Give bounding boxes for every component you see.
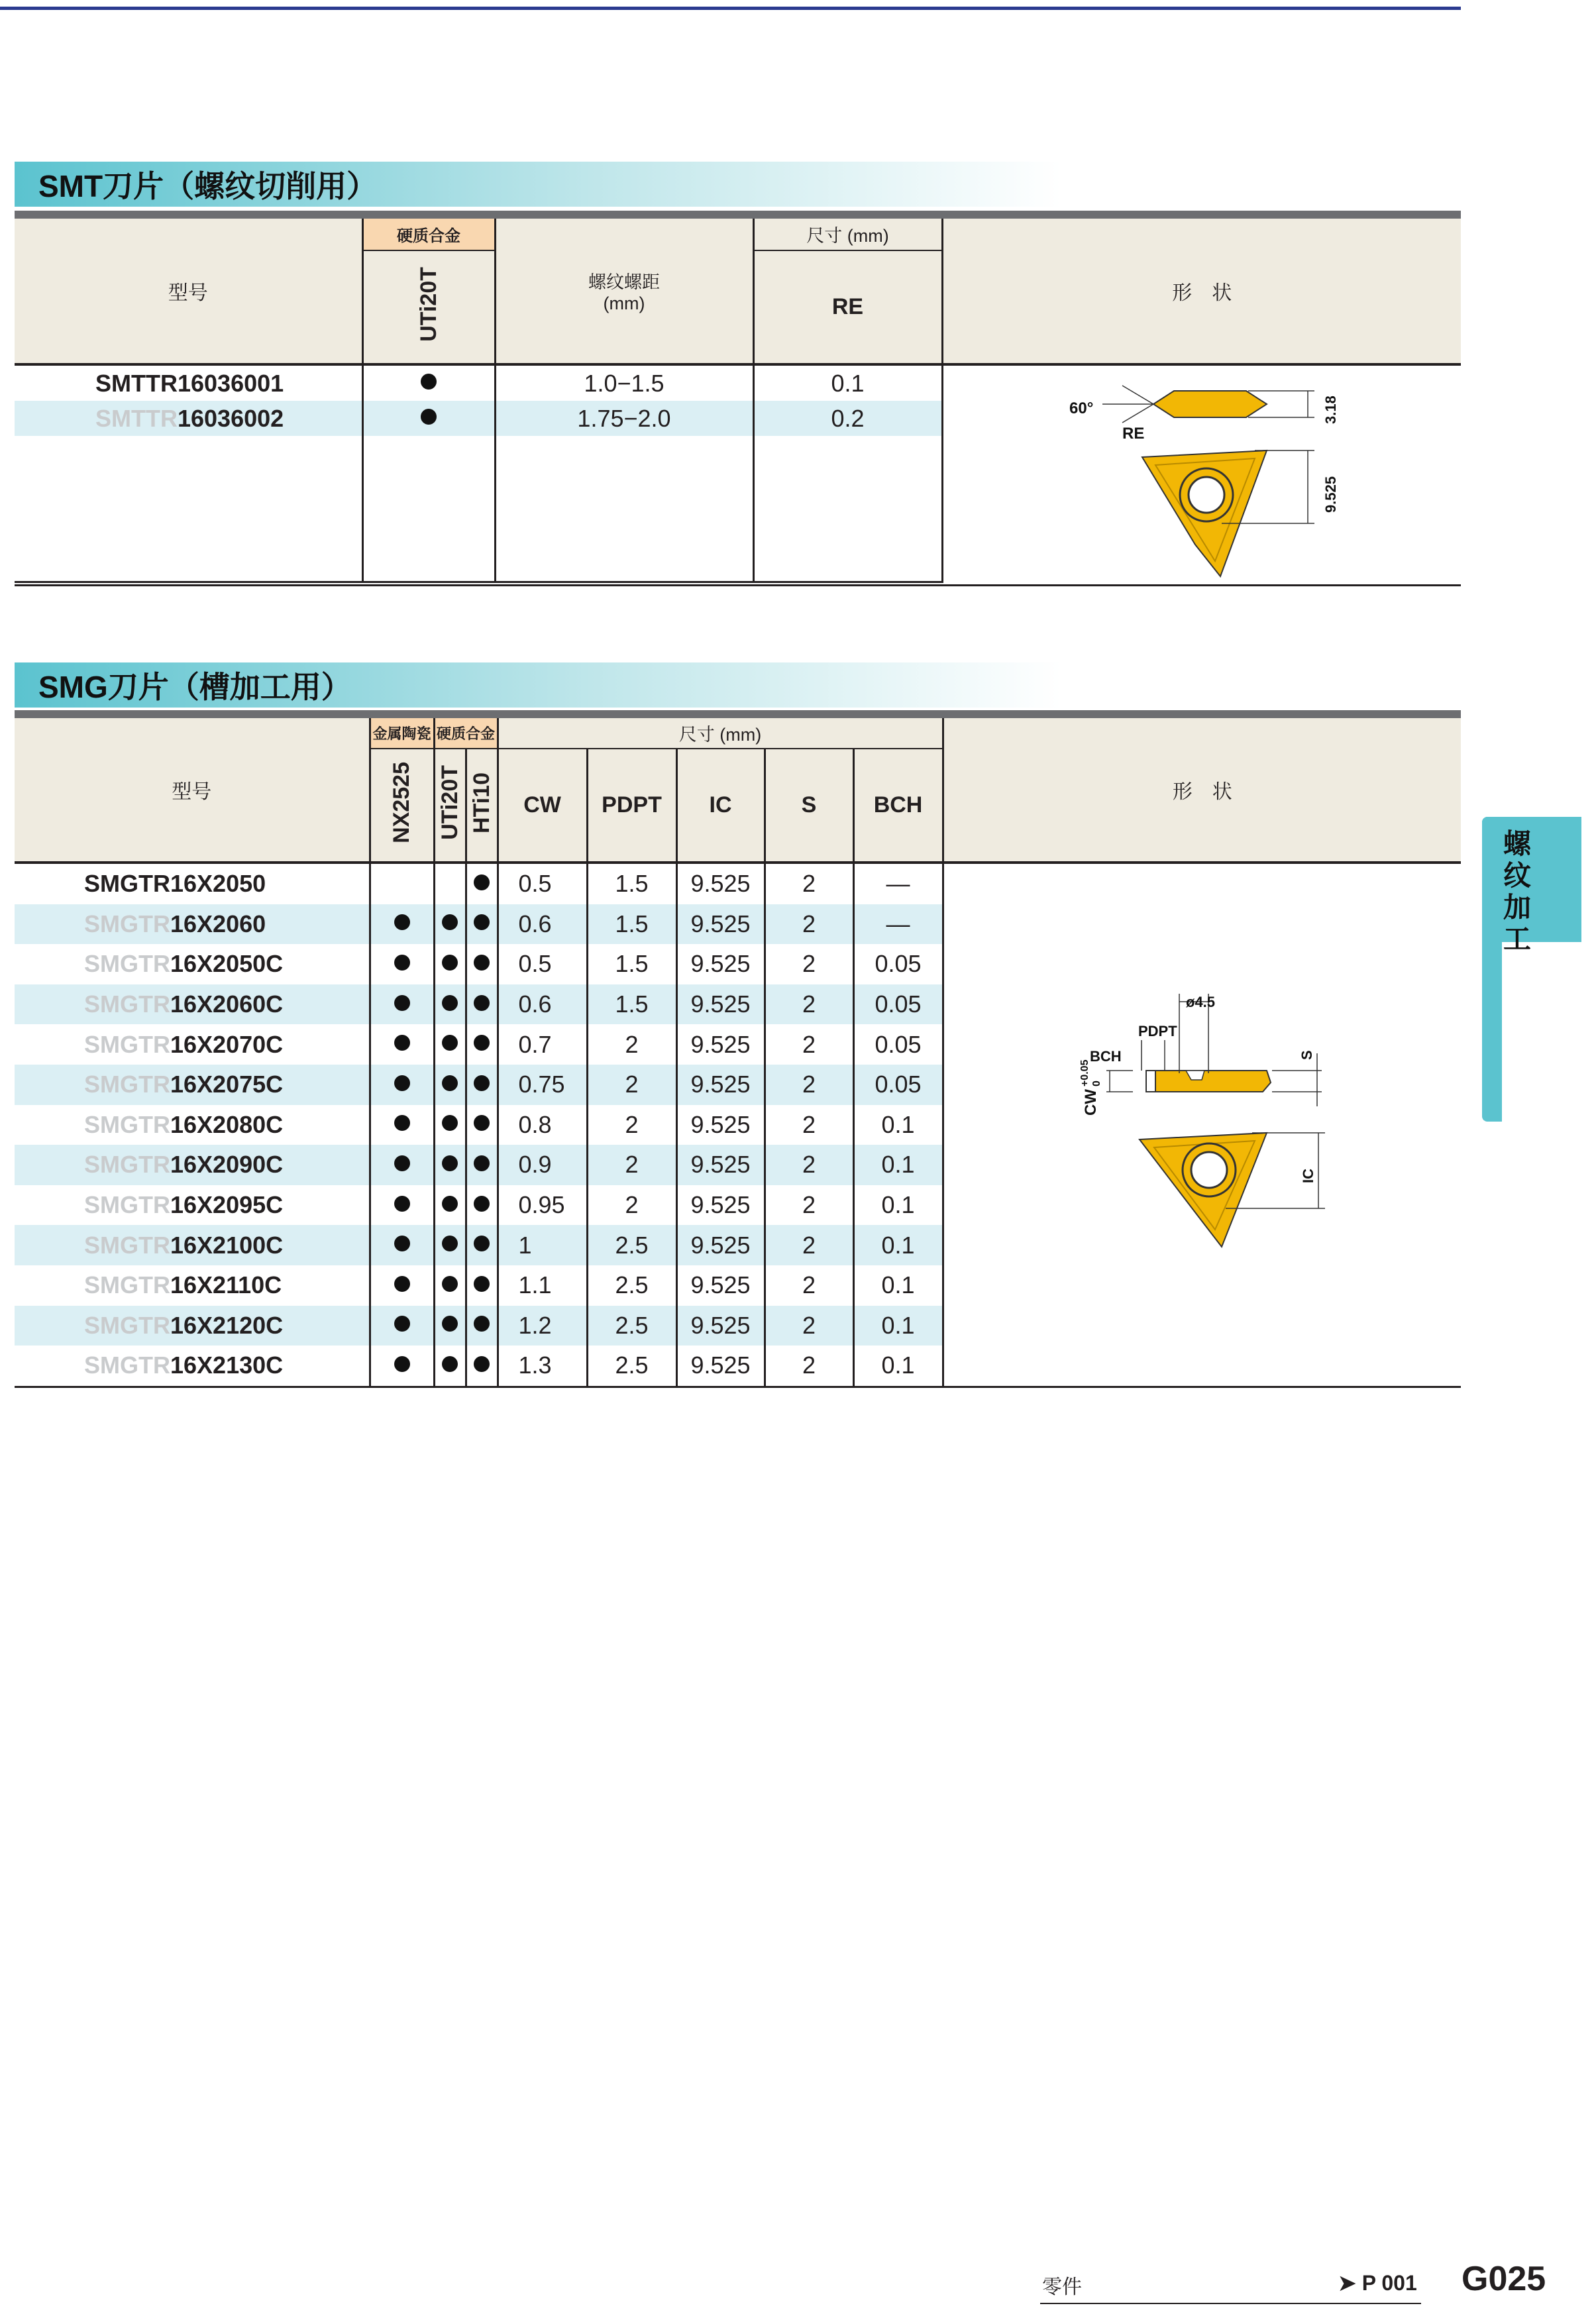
smg-cw: 0.95 [498,1185,587,1226]
smt-header-pitch-line1: 螺纹螺距 [588,272,660,292]
smg-ic: 9.525 [676,1185,765,1226]
smg-cw-tol-upper: +0.05 [1079,1059,1091,1086]
smg-header-cw: CW [498,749,587,861]
smg-ic: 9.525 [676,944,765,984]
smg-s: 2 [765,1105,853,1145]
smt-dim-ic: 9.525 [1322,476,1339,513]
smg-grade-nx [370,944,434,984]
smg-model: SMGTR16X2095C [15,1185,370,1226]
smg-grade-nx [370,1185,434,1226]
smg-grade-nx [370,984,434,1025]
smg-grade-uti [434,944,466,984]
smg-pdpt: 2 [587,1185,676,1226]
footer-label: 零件 [1042,2276,1082,2298]
page-number: G025 [1462,2260,1546,2298]
smg-model: SMGTR16X2075C [15,1065,370,1105]
smg-pdpt: 2 [587,1105,676,1145]
smg-grade-hti [466,1105,498,1145]
smg-s: 2 [765,1065,853,1105]
smg-header-size: 尺寸 (mm) [498,718,943,749]
smg-bch: 0.1 [853,1265,943,1306]
smg-cw-label: CW [1082,1089,1100,1116]
smg-section-bar [15,710,1461,718]
smg-grade-uti [434,1065,466,1105]
smg-s: 2 [765,1185,853,1226]
smg-pdpt: 2.5 [587,1346,676,1386]
smg-grade-uti [434,1145,466,1185]
smg-s: 2 [765,904,853,945]
smt-re: 0.2 [753,401,942,436]
smg-grade-nx [370,1265,434,1306]
smg-s: 2 [765,984,853,1025]
smg-grade-hti [466,1346,498,1386]
smg-grade-uti [434,1185,466,1226]
smg-grade-uti [434,1346,466,1386]
smg-bch: — [853,904,943,945]
smg-bch: 0.1 [853,1105,943,1145]
smg-grade-nx [370,1145,434,1185]
smg-model: SMGTR16X2080C [15,1105,370,1145]
smg-grade-uti [434,1105,466,1145]
smg-header-ic: IC [676,749,765,861]
smg-grade-nx [370,1306,434,1346]
smg-s: 2 [765,1225,853,1265]
smg-ic: 9.525 [676,1265,765,1306]
smg-cw: 0.6 [498,984,587,1025]
smg-grade-hti [466,904,498,945]
smg-cw: 1.2 [498,1306,587,1346]
smg-header-s: S [765,749,853,861]
smg-header-pdpt: PDPT [587,749,676,861]
smt-pitch: 1.75−2.0 [495,401,753,436]
smg-model: SMGTR16X2130C [15,1346,370,1386]
smg-pdpt: 1.5 [587,864,676,904]
smg-grade-nx [370,1346,434,1386]
smg-header-grade-hti10: HTi10 [466,749,498,861]
smg-cw: 0.6 [498,904,587,945]
smg-s: 2 [765,1145,853,1185]
smg-header-model: 型号 [15,718,370,861]
smg-grade-hti [466,1024,498,1065]
smg-grade-uti [434,864,466,904]
smg-ic: 9.525 [676,1306,765,1346]
table-row [15,366,1461,401]
smt-shape-drawing [942,366,1461,582]
smg-grade-hti [466,1145,498,1185]
smg-model: SMGTR16X2050 [15,864,370,904]
smg-s: 2 [765,1024,853,1065]
smg-pdpt: 1.5 [587,984,676,1025]
footer-ref-link[interactable]: ➤ P 001 [1338,2271,1417,2295]
smg-header-grade-uti20t: UTi20T [434,749,466,861]
smg-grade-nx [370,864,434,904]
smg-model: SMGTR16X2060 [15,904,370,945]
smg-bch: 0.1 [853,1185,943,1226]
smg-pdpt: 1.5 [587,944,676,984]
smg-cw: 0.75 [498,1065,587,1105]
smg-header-grade-nx2525: NX2525 [370,749,434,861]
smg-ic: 9.525 [676,864,765,904]
smg-model: SMGTR16X2110C [15,1265,370,1306]
smg-cw: 0.5 [498,864,587,904]
smg-model: SMGTR16X2100C [15,1225,370,1265]
smg-ic: 9.525 [676,1145,765,1185]
smg-bch: 0.05 [853,984,943,1025]
smt-section-title: SMT刀片（螺纹切削用） [15,162,1061,207]
smg-dia-label: ø4.5 [1186,994,1216,1010]
smg-grade-hti [466,1185,498,1226]
smg-pdpt: 2.5 [587,1306,676,1346]
smg-bch: — [853,864,943,904]
smg-grade-hti [466,1065,498,1105]
smg-cw: 0.5 [498,944,587,984]
smg-cw: 1.1 [498,1265,587,1306]
smg-bch: 0.05 [853,1024,943,1065]
top-rule [0,7,1461,10]
smt-section-bar [15,211,1461,219]
smg-grade-hti [466,864,498,904]
smt-pitch: 1.0−1.5 [495,366,753,401]
smg-grade-hti [466,1306,498,1346]
smg-pdpt: 1.5 [587,904,676,945]
smg-grade-nx [370,1225,434,1265]
smt-table [15,219,1461,583]
smg-s: 2 [765,1346,853,1386]
smg-grade-nx [370,1065,434,1105]
smg-grade-nx [370,1024,434,1065]
smg-ic: 9.525 [676,1105,765,1145]
smg-cw-tol-lower: 0 [1091,1081,1102,1086]
smg-ic: 9.525 [676,984,765,1025]
smg-bch: 0.05 [853,1065,943,1105]
smg-bch: 0.05 [853,944,943,984]
smg-ic: 9.525 [676,1065,765,1105]
smg-grade-uti [434,984,466,1025]
smt-header-pitch-line2: (mm) [603,293,645,313]
side-tab-text: 螺 纹 加 工 [1503,828,1531,955]
smg-bch: 0.1 [853,1306,943,1346]
smg-pdpt: 2.5 [587,1225,676,1265]
smg-ic: 9.525 [676,1024,765,1065]
smg-bch: 0.1 [853,1346,943,1386]
smg-bch: 0.1 [853,1225,943,1265]
smg-s: 2 [765,864,853,904]
smg-grade-nx [370,1105,434,1145]
smg-ic: 9.525 [676,1225,765,1265]
smg-header-group-cermet: 金属陶瓷 [370,718,434,749]
smg-ic: 9.525 [676,1346,765,1386]
smt-insert-drawing [943,366,1462,578]
smg-header-bch: BCH [853,749,943,861]
smt-header-re: RE [753,250,942,363]
smg-ic-label: IC [1300,1169,1316,1183]
smt-dim-thickness: 3.18 [1322,396,1339,424]
smt-table-bottom [15,584,1461,586]
smg-grade-uti [434,1024,466,1065]
smg-model: SMGTR16X2060C [15,984,370,1025]
side-tab-stem [1482,942,1502,1122]
smt-re-label: RE [1122,425,1144,443]
smg-s: 2 [765,1306,853,1346]
smg-header-group-carbide: 硬质合金 [434,718,498,749]
smg-pdpt: 2.5 [587,1265,676,1306]
smt-header-grade-uti20t: UTi20T [362,250,495,363]
smt-re: 0.1 [753,366,942,401]
smt-angle-label: 60° [1069,399,1093,417]
smt-model: SMTTR16036001 [15,366,362,401]
smg-model: SMGTR16X2070C [15,1024,370,1065]
smt-header-model: 型号 [15,219,362,363]
smt-grade-dot [362,366,495,401]
smt-header-pitch [495,219,753,363]
smg-model: SMGTR16X2050C [15,944,370,984]
smt-header-grade-group: 硬质合金 [362,219,495,250]
smt-header-shape: 形 状 [942,219,1461,363]
smg-cw: 0.8 [498,1105,587,1145]
smg-model: SMGTR16X2120C [15,1306,370,1346]
smg-pdpt: 2 [587,1065,676,1105]
smg-bch: 0.1 [853,1145,943,1185]
smg-grade-nx [370,904,434,945]
smt-grade-dot [362,401,495,436]
smg-s-label: S [1299,1050,1315,1060]
smg-pdpt: 2 [587,1024,676,1065]
smg-grade-uti [434,1225,466,1265]
smg-pdpt: 2 [587,1145,676,1185]
smg-section-title: SMG刀片（槽加工用） [15,662,1061,708]
smg-grade-hti [466,944,498,984]
smg-pdpt-label: PDPT [1138,1023,1177,1039]
smg-model: SMGTR16X2090C [15,1145,370,1185]
smg-cw: 0.9 [498,1145,587,1185]
smg-header-shape: 形 状 [943,718,1461,861]
smg-grade-hti [466,984,498,1025]
footer-line [1040,2303,1421,2304]
smg-cw: 1.3 [498,1346,587,1386]
smg-grade-uti [434,1265,466,1306]
smg-grade-hti [466,1225,498,1265]
smg-ic: 9.525 [676,904,765,945]
smg-grade-uti [434,1306,466,1346]
smt-model: SMTTR16036002 [15,401,362,436]
smg-grade-hti [466,1265,498,1306]
smg-s: 2 [765,944,853,984]
smg-cw: 0.7 [498,1024,587,1065]
smg-cw: 1 [498,1225,587,1265]
smg-insert-drawing [941,861,1461,1259]
smg-s: 2 [765,1265,853,1306]
smt-header-size: 尺寸 (mm) [753,219,942,250]
smg-bch-label: BCH [1090,1048,1122,1065]
smg-grade-uti [434,904,466,945]
